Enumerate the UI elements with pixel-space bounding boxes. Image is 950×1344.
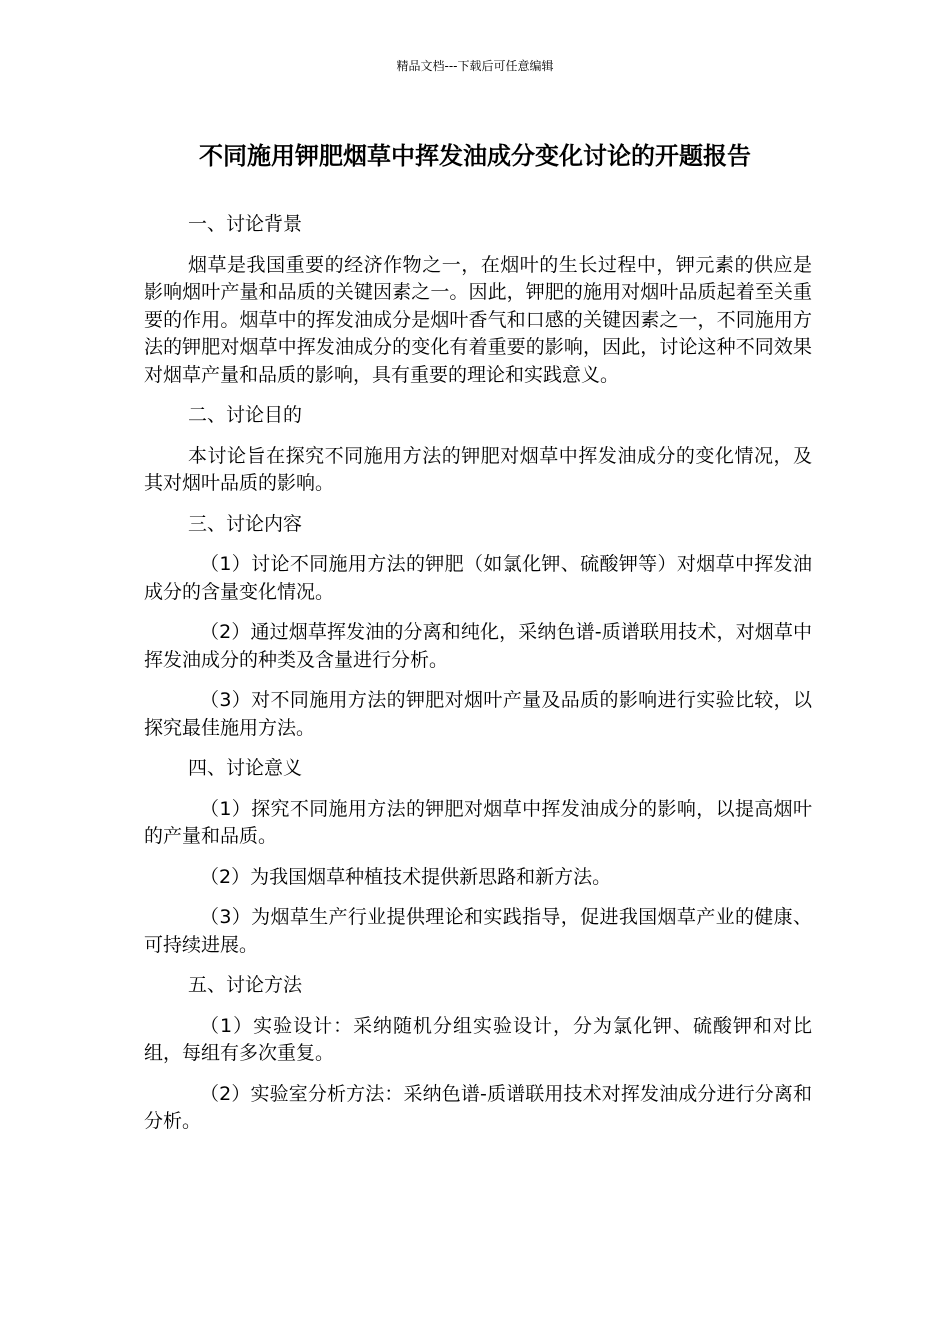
paragraph-background: 烟草是我国重要的经济作物之一，在烟叶的生长过程中，钾元素的供应是影响烟叶产量和品质的关键因素之一。因此，钾肥的施用对烟叶品质起着至关重要的作用。烟草中的挥发油成分是烟叶香气和口感的关键因素之一，不同施用方法的钾肥对烟草中挥发油成分的变化有着重要的影响，因此，讨论这种不同效果对烟草产量和品质的影响，具有重要的理论和实践意义。: [144, 253, 812, 386]
section-heading-purpose: 二、讨论目的: [188, 404, 303, 426]
section-heading-content: 三、讨论内容: [188, 512, 303, 535]
content-item-1: （1）讨论不同施用方法的钾肥（如氯化钾、硫酸钾等）对烟草中挥发油成分的含量变化情况。: [144, 553, 812, 603]
document-body: [144, 211, 812, 1149]
section-heading-methods: 五、讨论方法: [188, 974, 303, 996]
significance-item-2: （2）为我国烟草种植技术提供新思路和新方法。: [200, 865, 612, 888]
significance-item-3: （3）为烟草生产行业提供理论和实践指导，促进我国烟草产业的健康、可持续进展。: [144, 906, 812, 956]
section-heading-significance: 四、讨论意义: [188, 757, 303, 779]
document-title: 不同施用钾肥烟草中挥发油成分变化讨论的开题报告: [199, 142, 751, 170]
significance-item-1: （1）探究不同施用方法的钾肥对烟草中挥发油成分的影响，以提高烟叶的产量和品质。: [144, 797, 812, 847]
page-header: 精品文档---下载后可任意编辑: [396, 59, 554, 73]
methods-item-1: （1）实验设计：采纳随机分组实验设计，分为氯化钾、硫酸钾和对比组，每组有多次重复。: [144, 1014, 812, 1064]
methods-item-2: （2）实验室分析方法：采纳色谱-质谱联用技术对挥发油成分进行分离和分析。: [144, 1082, 812, 1132]
content-item-2: （2）通过烟草挥发油的分离和纯化，采纳色谱-质谱联用技术，对烟草中挥发油成分的种类及含量进行分析。: [144, 621, 812, 671]
content-item-3: （3）对不同施用方法的钾肥对烟叶产量及品质的影响进行实验比较，以探究最佳施用方法。: [144, 689, 812, 739]
section-heading-background: 一、讨论背景: [188, 213, 303, 235]
paragraph-purpose: 本讨论旨在探究不同施用方法的钾肥对烟草中挥发油成分的变化情况，及其对烟叶品质的影响。: [144, 444, 812, 494]
